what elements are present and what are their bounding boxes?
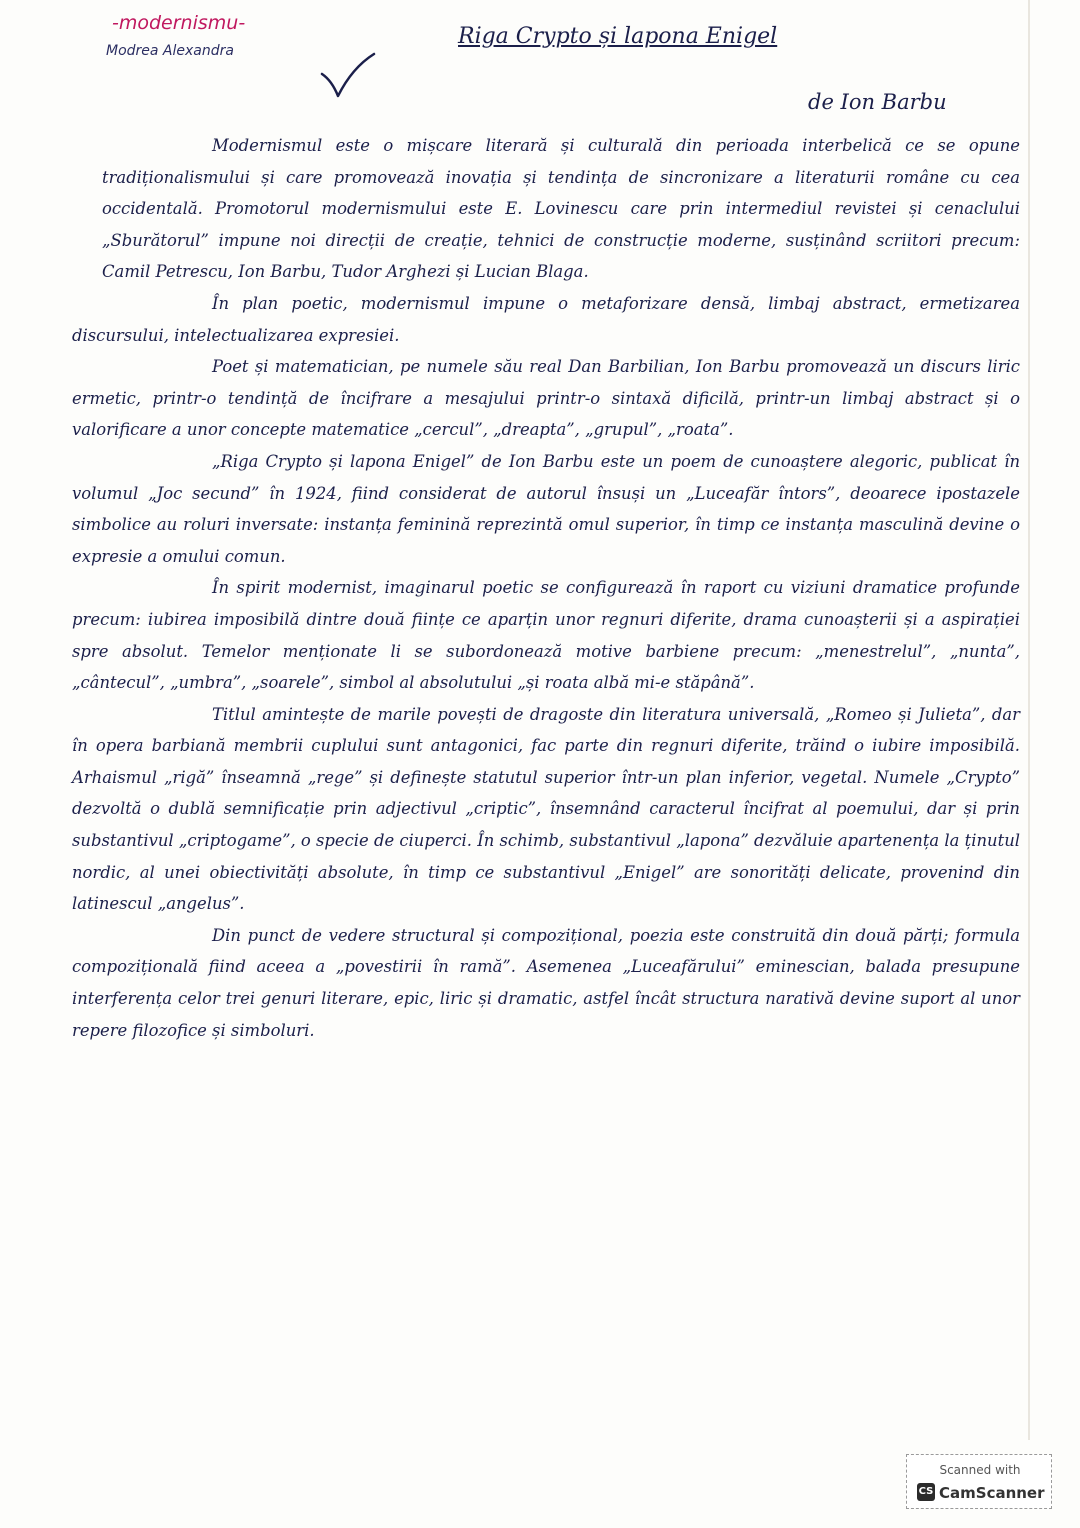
student-name: Modrea Alexandra bbox=[106, 43, 234, 59]
watermark-caption: Scanned with bbox=[939, 1463, 1021, 1477]
paragraph-modernism: Modernismul este o mișcare literară și culturală din perioada interbelică ce se opune tradiționalismului și care promovează inovația și tendința de sincronizare a literaturii române cu cea occidentală. Promotorul modernismului este E. Lovinescu care prin intermediul revistei și cenaclului „Sburătorul” impune noi direcții de creație, tehnici de construcție moderne, susținând scriitori precum: Camil Petrescu, Ion Barbu, Tudor Arghezi și Lucian Blaga. bbox=[102, 136, 1020, 282]
essay-body bbox=[72, 130, 1020, 1046]
essay-title: Riga Crypto și lapona Enigel bbox=[458, 24, 778, 49]
margin-line bbox=[1028, 0, 1030, 1440]
paragraph-poet: Poet și matematician, pe numele său real Dan Barbilian, Ion Barbu promovează un discurs liric ermetic, printr-o tendință de încifrare a mesajului printr-o sintaxă dificilă, printr-un limbaj abstract și o valorificare a unor concepte matematice „cercul”, „dreapta”, „grupul”, „roata”. bbox=[72, 357, 1020, 440]
essay-author: de Ion Barbu bbox=[808, 90, 947, 114]
camscanner-watermark bbox=[906, 1454, 1052, 1509]
paragraph-imaginary: În spirit modernist, imaginarul poetic se configurează în raport cu viziuni dramatice profunde precum: iubirea imposibilă dintre două ființe ce aparțin unor regnuri diferite, drama cunoașterii și a aspirației spre absolut. Temelor menționate li se subordonează motive barbiene precum: „menestrelul”, „nunta”, „cântecul”, „umbra”, „soarele”, simbol al absolutului „și roata albă mi-e stăpână”. bbox=[72, 578, 1020, 693]
topic-label: -modernismu- bbox=[112, 12, 246, 34]
watermark-brand: CamScanner bbox=[939, 1484, 1045, 1502]
teacher-check-mark bbox=[318, 52, 378, 102]
camscanner-logo-icon: CS bbox=[917, 1483, 935, 1501]
paragraph-poetic-plan: În plan poetic, modernismul impune o metaforizare densă, limbaj abstract, ermetizarea discursului, intelectualizarea expresiei. bbox=[72, 293, 1020, 345]
paragraph-structure: Din punct de vedere structural și compozițional, poezia este construită din două părți; formula compozițională fiind aceea a „povestirii în ramă”. Asemenea „Luceafărului” eminescian, balada presupune interferența celor trei genuri literare, epic, liric și dramatic, astfel încât structura narativă devine suport al unor repere filozofice și simboluri. bbox=[72, 925, 1020, 1040]
paragraph-title: Titlul amintește de marile povești de dragoste din literatura universală, „Romeo și Julieta”, dar în opera barbiană membrii cuplului sunt antagonici, fac parte din regnuri diferite, trăind o iubire imposibilă. Arhaismul „rigă” înseamnă „rege” și definește statutul superior într-un plan inferior, vegetal. Numele „Crypto” dezvoltă o dublă semnificație prin adjectivul „criptic”, însemnând caracterul încifrat al poemului, dar și prin substantivul „criptogame”, o specie de ciuperci. În schimb, substantivul „lapona” dezvăluie apartenența la ținutul nordic, al unei obiectivități absolute, în timp ce substantivul „Enigel” are sonorități delicate, provenind din latinescul „angelus”. bbox=[72, 704, 1020, 914]
paragraph-poem: „Riga Crypto și lapona Enigel” de Ion Barbu este un poem de cunoaștere alegoric, publicat în volumul „Joc secund” în 1924, fiind considerat de autorul însuși un „Luceafăr întors”, deoarece ipostazele simbolice au roluri inversate: instanța feminină reprezintă omul superior, în timp ce instanța masculină devine o expresie a omului comun. bbox=[72, 451, 1020, 566]
